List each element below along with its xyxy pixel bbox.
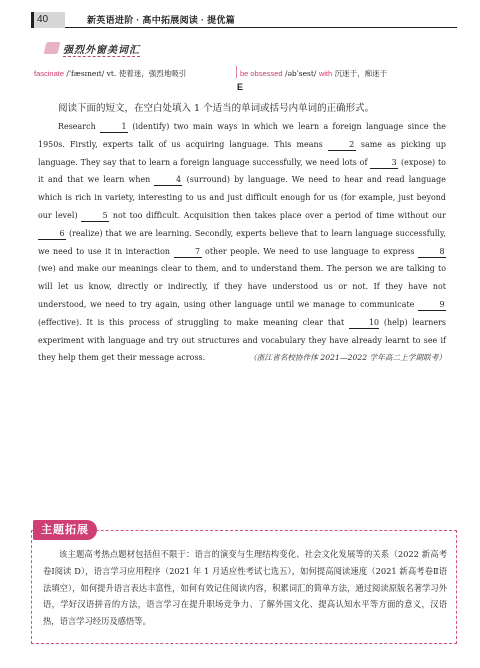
passage-source: （浙江省名校协作体 2021—2022 学年高二上学期联考） [249, 353, 446, 363]
blank-9[interactable]: 9 [418, 300, 446, 311]
blank-1[interactable]: 1 [100, 122, 128, 133]
vocab-meaning: 沉迷于，痴迷于 [334, 69, 388, 78]
passage-paragraph: Research 1 (identify) two main ways in which we learn a foreign language since the 1950s. Firstly, experts talk of us acquiring language. This means 2 same as picking up language. They say that to learn a foreign language successfully, we need lots of 3 (expose) to it and that we learn when 4 (surround) by language. We need to hear and read language which is rich in variety, interesting to us and just difficult enough for us (for example, just beyond our level) 5 not too difficult. Acquisition then takes place over a period of time without our 6 (realize) that we are learning. Secondly, experts believe that to learn language successfully, we need to use it in interaction 7 other people. We need to use language to express 8 (we) and make our meanings clear to them, and to understand them. The person we are talking to will let us know, directly or indirectly, if they have understood us or not. If they have not understood, we need to try again, using other language until we manage to communicate 9 (effective). It is this process of struggling to make meaning clear that 10 (help) learners experiment with language and try out structures and vocabulary they have already learnt to see if they help them get their message across. （浙江省名校协作体 2021—2022 学年高二上学期联考） [38, 118, 446, 367]
blank-10[interactable]: 10 [349, 318, 379, 329]
page-number: 40 [31, 12, 65, 28]
blank-4[interactable]: 4 [154, 175, 182, 186]
blank-6[interactable]: 6 [38, 229, 66, 240]
vocab-connector: with [318, 69, 333, 78]
ribbon-icon [44, 42, 61, 54]
topic-extension-box [31, 520, 459, 646]
vocab-divider [236, 66, 237, 78]
passage-instruction: 阅读下面的短文，在空白处填入 1 个适当的单词或括号内单词的正确形式。 [58, 103, 375, 114]
header-rule [65, 27, 457, 28]
vocab-section-title [45, 40, 165, 56]
blank-3[interactable]: 3 [370, 158, 398, 169]
passage-letter: E [236, 82, 243, 92]
topic-badge: 主题拓展 [33, 520, 97, 540]
vocab-phonetic: /ˈfæsɪneɪt/ vt. [66, 69, 117, 78]
series-title: 新英语进阶 · 高中拓展阅读 · 提优篇 [87, 15, 235, 25]
blank-5[interactable]: 5 [81, 211, 109, 222]
vocab-item-fascinate [34, 68, 186, 79]
page-number-bar [31, 12, 34, 28]
vocab-word: fascinate [34, 69, 65, 78]
passage-text [38, 118, 446, 367]
vocab-item-be-obsessed [240, 68, 387, 79]
vocab-phonetic: /əbˈsest/ [284, 69, 317, 78]
blank-7[interactable]: 7 [174, 247, 202, 258]
vocab-word: be obsessed [240, 69, 283, 78]
vocab-meaning: 使着迷，强烈地吸引 [118, 69, 187, 78]
blank-2[interactable]: 2 [328, 140, 356, 151]
vocab-title-text: 强烈外窗美词汇 [63, 41, 140, 57]
page-header [31, 12, 457, 28]
topic-content: 该主题高考热点题材包括但不限于：语言的演变与生理结构变化、社会文化发展等的关系（2022 新高考卷Ⅰ阅读 D），语言学习应用程序（2021 年 1 月适应性考试七选五），如何提高阅读速度（2021 新高考卷Ⅱ语法填空），如何提升语言表达丰富性，如何有效记住阅读内容，积累词汇的简单方法，通过阅读原版名著学习外语，学好汉语拼音的方法，语言学习在提升职场竞争力、了解外国文化、提高认知水平等方面的意义，汉语热，语言学习经历及感悟等。 [43, 549, 447, 627]
blank-8[interactable]: 8 [418, 247, 446, 258]
